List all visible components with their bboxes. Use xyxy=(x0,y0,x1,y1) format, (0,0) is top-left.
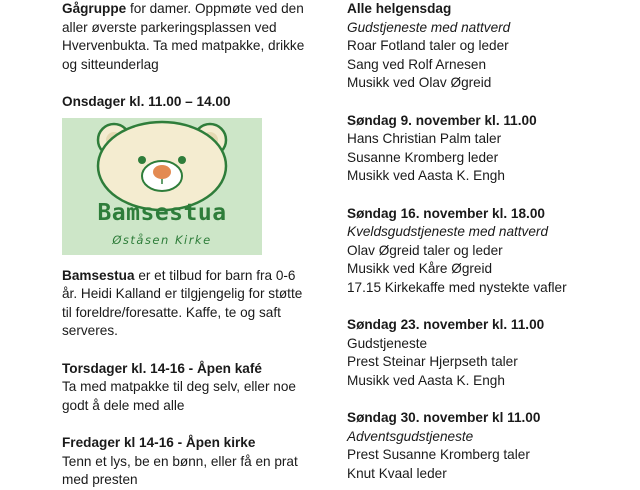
event-line: Kveldsgudstjeneste med nattverd xyxy=(347,224,549,240)
event-heading: Alle helgensdag xyxy=(347,1,452,16)
event xyxy=(347,0,637,93)
onsdag-heading: Onsdager kl. 11.00 – 14.00 xyxy=(62,93,231,109)
event-line: Prest Susanne Kromberg taler xyxy=(347,447,530,463)
gaagruppe-text: for damer. Oppmøte ved den aller øverste parkeringsplassen ved Hvervenbukta. Ta med matpakke, drikke og sitteunderlag xyxy=(62,1,305,72)
bamsestua-title: Bamsestua xyxy=(62,267,135,283)
event-line: Olav Øgreid taler og leder xyxy=(347,242,503,258)
fredag-heading: Fredager kl 14-16 - Åpen kirke xyxy=(62,434,256,450)
bamsestua-text: er et tilbud for barn fra 0-6 år. Heidi Kalland er tilgjengelig for støtte til foreldre/foresatte. Kaffe, te og saft serveres. xyxy=(62,267,303,339)
event-heading: Søndag 23. november kl. 11.00 xyxy=(347,317,545,333)
gaagruppe-paragraph xyxy=(62,0,312,74)
torsdag-text: Ta med matpakke til deg selv, eller noe godt å dele med alle xyxy=(62,379,296,413)
event-line: Musikk ved Kåre Øgreid xyxy=(347,261,493,277)
bamsestua-logo xyxy=(62,118,262,255)
event-line: Musikk ved Aasta K. Engh xyxy=(347,168,505,184)
event-heading: Søndag 16. november kl. 18.00 xyxy=(347,205,545,221)
left-column xyxy=(62,0,312,490)
event-line: Sang ved Rolf Arnesen xyxy=(347,56,487,72)
fredag-text: Tenn et lys, be en bønn, eller få en prat med presten xyxy=(62,453,298,488)
event-line: Adventsgudstjeneste xyxy=(347,428,474,444)
event-line: 17.15 Kirkekaffe med nystekte vafler xyxy=(347,279,567,295)
event-line: Gudstjeneste xyxy=(347,335,428,351)
event-heading: Søndag 9. november kl. 11.00 xyxy=(347,112,537,128)
event-line: Hans Christian Palm taler xyxy=(347,131,502,147)
logo-subtitle: Øståsen Kirke xyxy=(112,232,212,247)
event xyxy=(347,409,637,483)
event-line: Knut Kvaal leder xyxy=(347,465,447,481)
event-line: Musikk ved Aasta K. Engh xyxy=(347,372,505,388)
event-line: Roar Fotland taler og leder xyxy=(347,38,509,54)
gaagruppe-title: Gågruppe xyxy=(62,1,127,16)
event xyxy=(347,205,637,298)
event-line: Musikk ved Olav Øgreid xyxy=(347,75,492,91)
event-line: Gudstjeneste med nattverd xyxy=(347,19,511,35)
event-line: Prest Steinar Hjerpseth taler xyxy=(347,354,518,370)
bamsestua-paragraph xyxy=(62,267,312,341)
torsdag-heading: Torsdager kl. 14-16 - Åpen kafé xyxy=(62,360,262,376)
logo-title: Bamsestua xyxy=(97,199,227,226)
right-column xyxy=(347,0,637,483)
event xyxy=(347,316,637,390)
event xyxy=(347,112,637,186)
event-heading: Søndag 30. november kl 11.00 xyxy=(347,410,541,426)
event-line: Susanne Kromberg leder xyxy=(347,149,499,165)
